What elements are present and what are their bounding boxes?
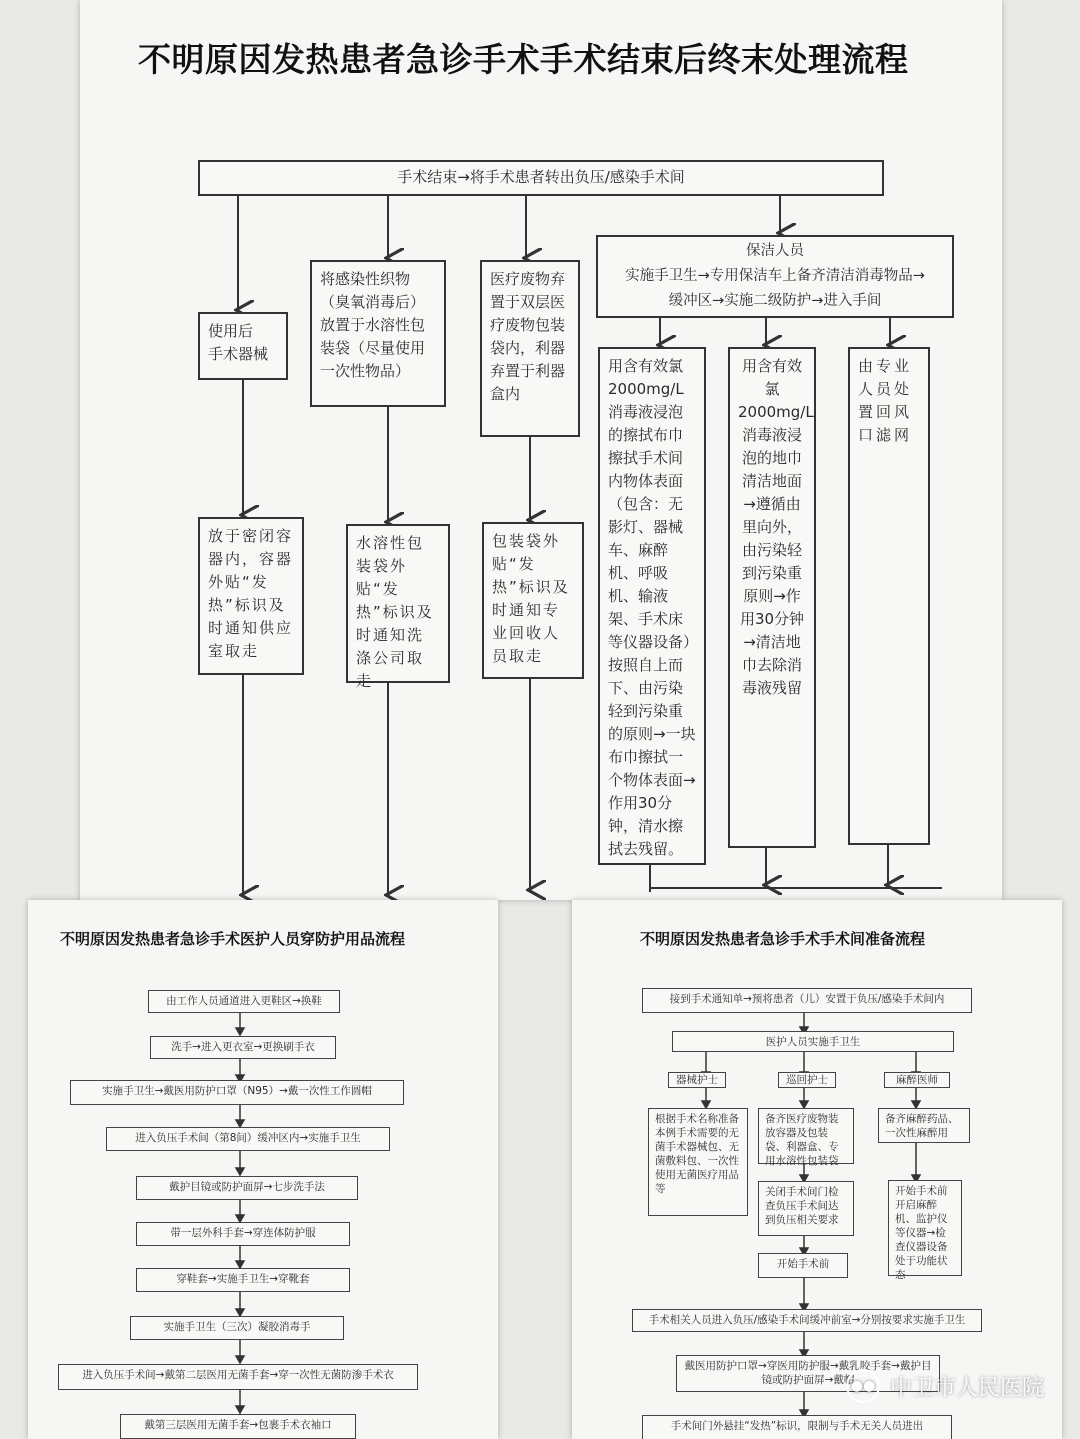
main-flowchart-sheet (80, 0, 1002, 900)
main-title: 不明原因发热患者急诊手术手术结束后终末处理流程 (138, 40, 909, 79)
air-vent-filter-box: 由专业人员处置回风口滤网 (848, 347, 930, 845)
ppe-step-8: 实施手卫生（三次）凝胶消毒手 (130, 1316, 344, 1340)
ppe-flowchart-sheet (28, 900, 498, 1439)
circulating-nurse-task-1: 备齐医疗废物装放容器及包装袋、利器盒、专用水溶性包装袋 (758, 1108, 854, 1164)
ppe-step-2: 洗手→进入更衣室→更换刷手衣 (150, 1036, 336, 1059)
hospital-watermark (846, 1369, 1044, 1403)
or-prep-top: 接到手术通知单→预将患者（儿）安置于负压/感染手术间内 (642, 988, 972, 1013)
or-prep-door-sign: 手术间门外悬挂“发热”标识，限制与手术无关人员进出 (642, 1415, 952, 1439)
step-surgery-end: 手术结束→将手术患者转出负压/感染手术间 (198, 160, 884, 196)
used-instruments-box: 使用后 手术器械 (198, 312, 288, 380)
anesthetist-task-2: 开始手术前开启麻醉机、监护仪等仪器→检查仪器设备处于功能状态 (888, 1180, 962, 1276)
watermark-text: 中卫市人民医院 (889, 1375, 1044, 1401)
waste-bag-box: 包装袋外贴“发热”标识及时通知专业回收人员取走 (482, 522, 584, 679)
or-prep-flowchart-sheet (572, 900, 1062, 1439)
cleaning-staff-box: 保洁人员 实施手卫生→专用保洁车上备齐清洁消毒物品→ 缓冲区→实施二级防护→进入手间 (596, 235, 954, 318)
or-prep-staff-entry: 手术相关人员进入负压/感染手术间缓冲前室→分别按要求实施手卫生 (632, 1309, 982, 1332)
role-anesthetist: 麻醉医师 (884, 1072, 950, 1088)
wechat-icon: ●● (846, 1369, 880, 1403)
surface-disinfection-box: 用含有效氯2000mg/L消毒液浸泡的擦拭布巾擦拭手术间内物体表面（包含：无影灯、器械车、麻醉机、呼吸机、输液架、手术床等仪器设备）按照自上而下、由污染轻到污染重的原则→一块布巾擦拭一个物体表面→作用30分钟，清水擦拭去残留。 (598, 347, 706, 865)
floor-disinfection-box: 用含有效氯2000mg/L消毒液浸泡的地巾清洁地面→遵循由里向外，由污染轻到污染重原则→作用30分钟→清洁地巾去除消毒液残留 (728, 347, 816, 848)
ppe-step-7: 穿鞋套→实施手卫生→穿靴套 (136, 1268, 350, 1292)
ppe-title: 不明原因发热患者急诊手术医护人员穿防护用品流程 (60, 930, 406, 948)
ppe-step-3: 实施手卫生→戴医用防护口罩（N95）→戴一次性工作圆帽 (70, 1080, 404, 1105)
ppe-step-9: 进入负压手术间→戴第二层医用无菌手套→穿一次性无菌防渗手术衣 (58, 1364, 418, 1390)
ppe-step-5: 戴护目镜或防护面屏→七步洗手法 (136, 1176, 358, 1200)
ppe-step-1: 由工作人员通道进入更鞋区→换鞋 (148, 990, 340, 1013)
medical-waste-box: 医疗废物弃置于双层医疗废物包装袋内，利器弃置于利器盒内 (480, 260, 580, 437)
ppe-step-6: 带一层外科手套→穿连体防护服 (136, 1222, 350, 1246)
ppe-connectors (28, 900, 498, 1439)
instruments-sealed-box: 放于密闭容器内，容器外贴“发热”标识及时通知供应室取走 (198, 517, 304, 675)
anesthetist-task-1: 备齐麻醉药品、一次性麻醉用 (878, 1108, 970, 1143)
ppe-step-4: 进入负压手术间（第8间）缓冲区内→实施手卫生 (106, 1127, 390, 1151)
or-prep-hand-hygiene: 医护人员实施手卫生 (672, 1031, 954, 1052)
role-circulating-nurse: 巡回护士 (778, 1072, 836, 1088)
or-prep-title: 不明原因发热患者急诊手术手术间准备流程 (640, 930, 926, 948)
or-prep-ppe: 戴医用防护口罩→穿医用防护服→戴乳胶手套→戴护目镜或防护面屏→戴帽 (676, 1355, 940, 1392)
role-scrub-nurse: 器械护士 (668, 1072, 726, 1088)
textiles-bag-box: 水溶性包装袋外贴“发热”标识及时通知洗涤公司取走 (346, 524, 450, 683)
scrub-nurse-task: 根据手术名称准备本例手术需要的无菌手术器械包、无菌敷料包、一次性使用无菌医疗用品等 (648, 1108, 748, 1216)
infectious-textiles-box: 将感染性织物（臭氧消毒后）放置于水溶性包装袋（尽量使用一次性物品） (310, 260, 446, 407)
circulating-nurse-start: 开始手术前 (758, 1253, 848, 1278)
ppe-step-10: 戴第三层医用无菌手套→包裹手术衣袖口 (120, 1414, 356, 1439)
circulating-nurse-task-2: 关闭手术间门检查负压手术间达到负压相关要求 (758, 1181, 854, 1236)
